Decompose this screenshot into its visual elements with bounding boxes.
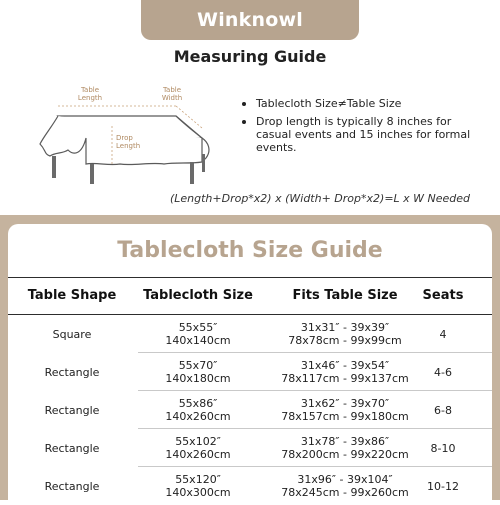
tablecloth-size-cell: [136, 429, 260, 467]
shape-cell: Square: [52, 327, 92, 341]
fits-inches: 31x31″ - 39x39″: [300, 321, 390, 334]
size-cm: 140x260cm: [165, 448, 231, 461]
header-seats: Seats: [422, 288, 464, 303]
size-table-body: [8, 315, 492, 505]
header-table-shape: Table Shape: [27, 288, 117, 303]
note-text: Tablecloth Size≠Table Size: [256, 97, 402, 110]
size-inches: 55x55″: [178, 321, 218, 334]
tablecloth-diagram: [26, 84, 226, 189]
shape-cell: Rectangle: [44, 365, 100, 379]
fits-size-cell: [260, 391, 430, 429]
bullet-dot-icon: [242, 120, 246, 124]
table-leg-back-right: [202, 154, 205, 172]
size-inches: 55x70″: [178, 359, 218, 372]
seats-cell: 10-12: [427, 479, 459, 493]
fits-size-cell: [260, 429, 430, 467]
fits-inches: 31x46″ - 39x54″: [300, 359, 390, 372]
table-row: [8, 467, 492, 505]
tablecloth-size-cell: [136, 391, 260, 429]
table-row: [8, 429, 492, 467]
header-tablecloth-size: Tablecloth Size: [143, 288, 253, 303]
size-cm: 140x260cm: [165, 410, 231, 423]
bullet-dot-icon: [242, 102, 246, 106]
seats-cell: 6-8: [434, 403, 452, 417]
size-cm: 140x180cm: [165, 372, 231, 385]
size-cm: 140x300cm: [165, 486, 231, 499]
fits-inches: 31x78″ - 39x86″: [300, 435, 390, 448]
size-formula: (Length+Drop*x2) x (Width+ Drop*x2)=L x W Needed: [169, 192, 471, 205]
fits-cm: 78x117cm - 99x137cm: [281, 372, 409, 385]
size-inches: 55x86″: [178, 397, 218, 410]
fits-cm: 78x200cm - 99x220cm: [281, 448, 409, 461]
table-row: [8, 315, 492, 353]
note-text: Drop length is typically 8 inches for casual events and 15 inches for formal events.: [256, 115, 471, 154]
size-guide-title: Tablecloth Size Guide: [117, 238, 383, 263]
brand-name: Winknowl: [197, 9, 303, 31]
size-table-header: [8, 277, 492, 315]
brand-logo: [141, 0, 359, 40]
size-inches: 55x120″: [175, 473, 221, 486]
shape-cell: Rectangle: [44, 479, 100, 493]
drop-length-label-1: Drop: [116, 134, 133, 142]
fits-cm: 78x157cm - 99x180cm: [281, 410, 409, 423]
drop-length-label-2: Length: [116, 142, 141, 150]
table-leg-front-right: [190, 162, 194, 184]
table-width-label-1: Table: [162, 86, 182, 94]
note-item: [238, 97, 490, 110]
table-length-label-1: Table: [80, 86, 100, 94]
shape-cell: Rectangle: [44, 441, 100, 455]
fits-inches: 31x62″ - 39x70″: [300, 397, 390, 410]
tablecloth-size-cell: [136, 353, 260, 391]
size-cm: 140x140cm: [165, 334, 231, 347]
size-inches: 55x102″: [175, 435, 221, 448]
seats-cell: 8-10: [430, 441, 456, 455]
tablecloth-size-cell: [136, 315, 260, 353]
size-guide-panel: [0, 215, 500, 500]
measuring-notes: [238, 97, 490, 159]
fits-cm: 78x245cm - 99x260cm: [281, 486, 409, 499]
tablecloth-size-cell: [136, 467, 260, 505]
header-fits-table-size: Fits Table Size: [292, 288, 398, 303]
fits-size-cell: [260, 467, 430, 505]
table-width-label-2: Width: [161, 94, 183, 102]
table-leg-back-left: [52, 156, 56, 178]
table-leg-front-left: [90, 164, 94, 184]
fits-size-cell: [260, 315, 430, 353]
shape-cell: Rectangle: [44, 403, 100, 417]
seats-cell: 4: [439, 327, 447, 341]
table-length-label-2: Length: [77, 94, 103, 102]
seats-cell: 4-6: [434, 365, 452, 379]
table-row: [8, 353, 492, 391]
fits-inches: 31x96″ - 39x104″: [297, 473, 393, 486]
fits-size-cell: [260, 353, 430, 391]
note-item: [238, 115, 490, 154]
measuring-guide-title: Measuring Guide: [173, 47, 327, 66]
size-guide-card: [8, 224, 492, 500]
table-row: [8, 391, 492, 429]
fits-cm: 78x78cm - 99x99cm: [288, 334, 402, 347]
